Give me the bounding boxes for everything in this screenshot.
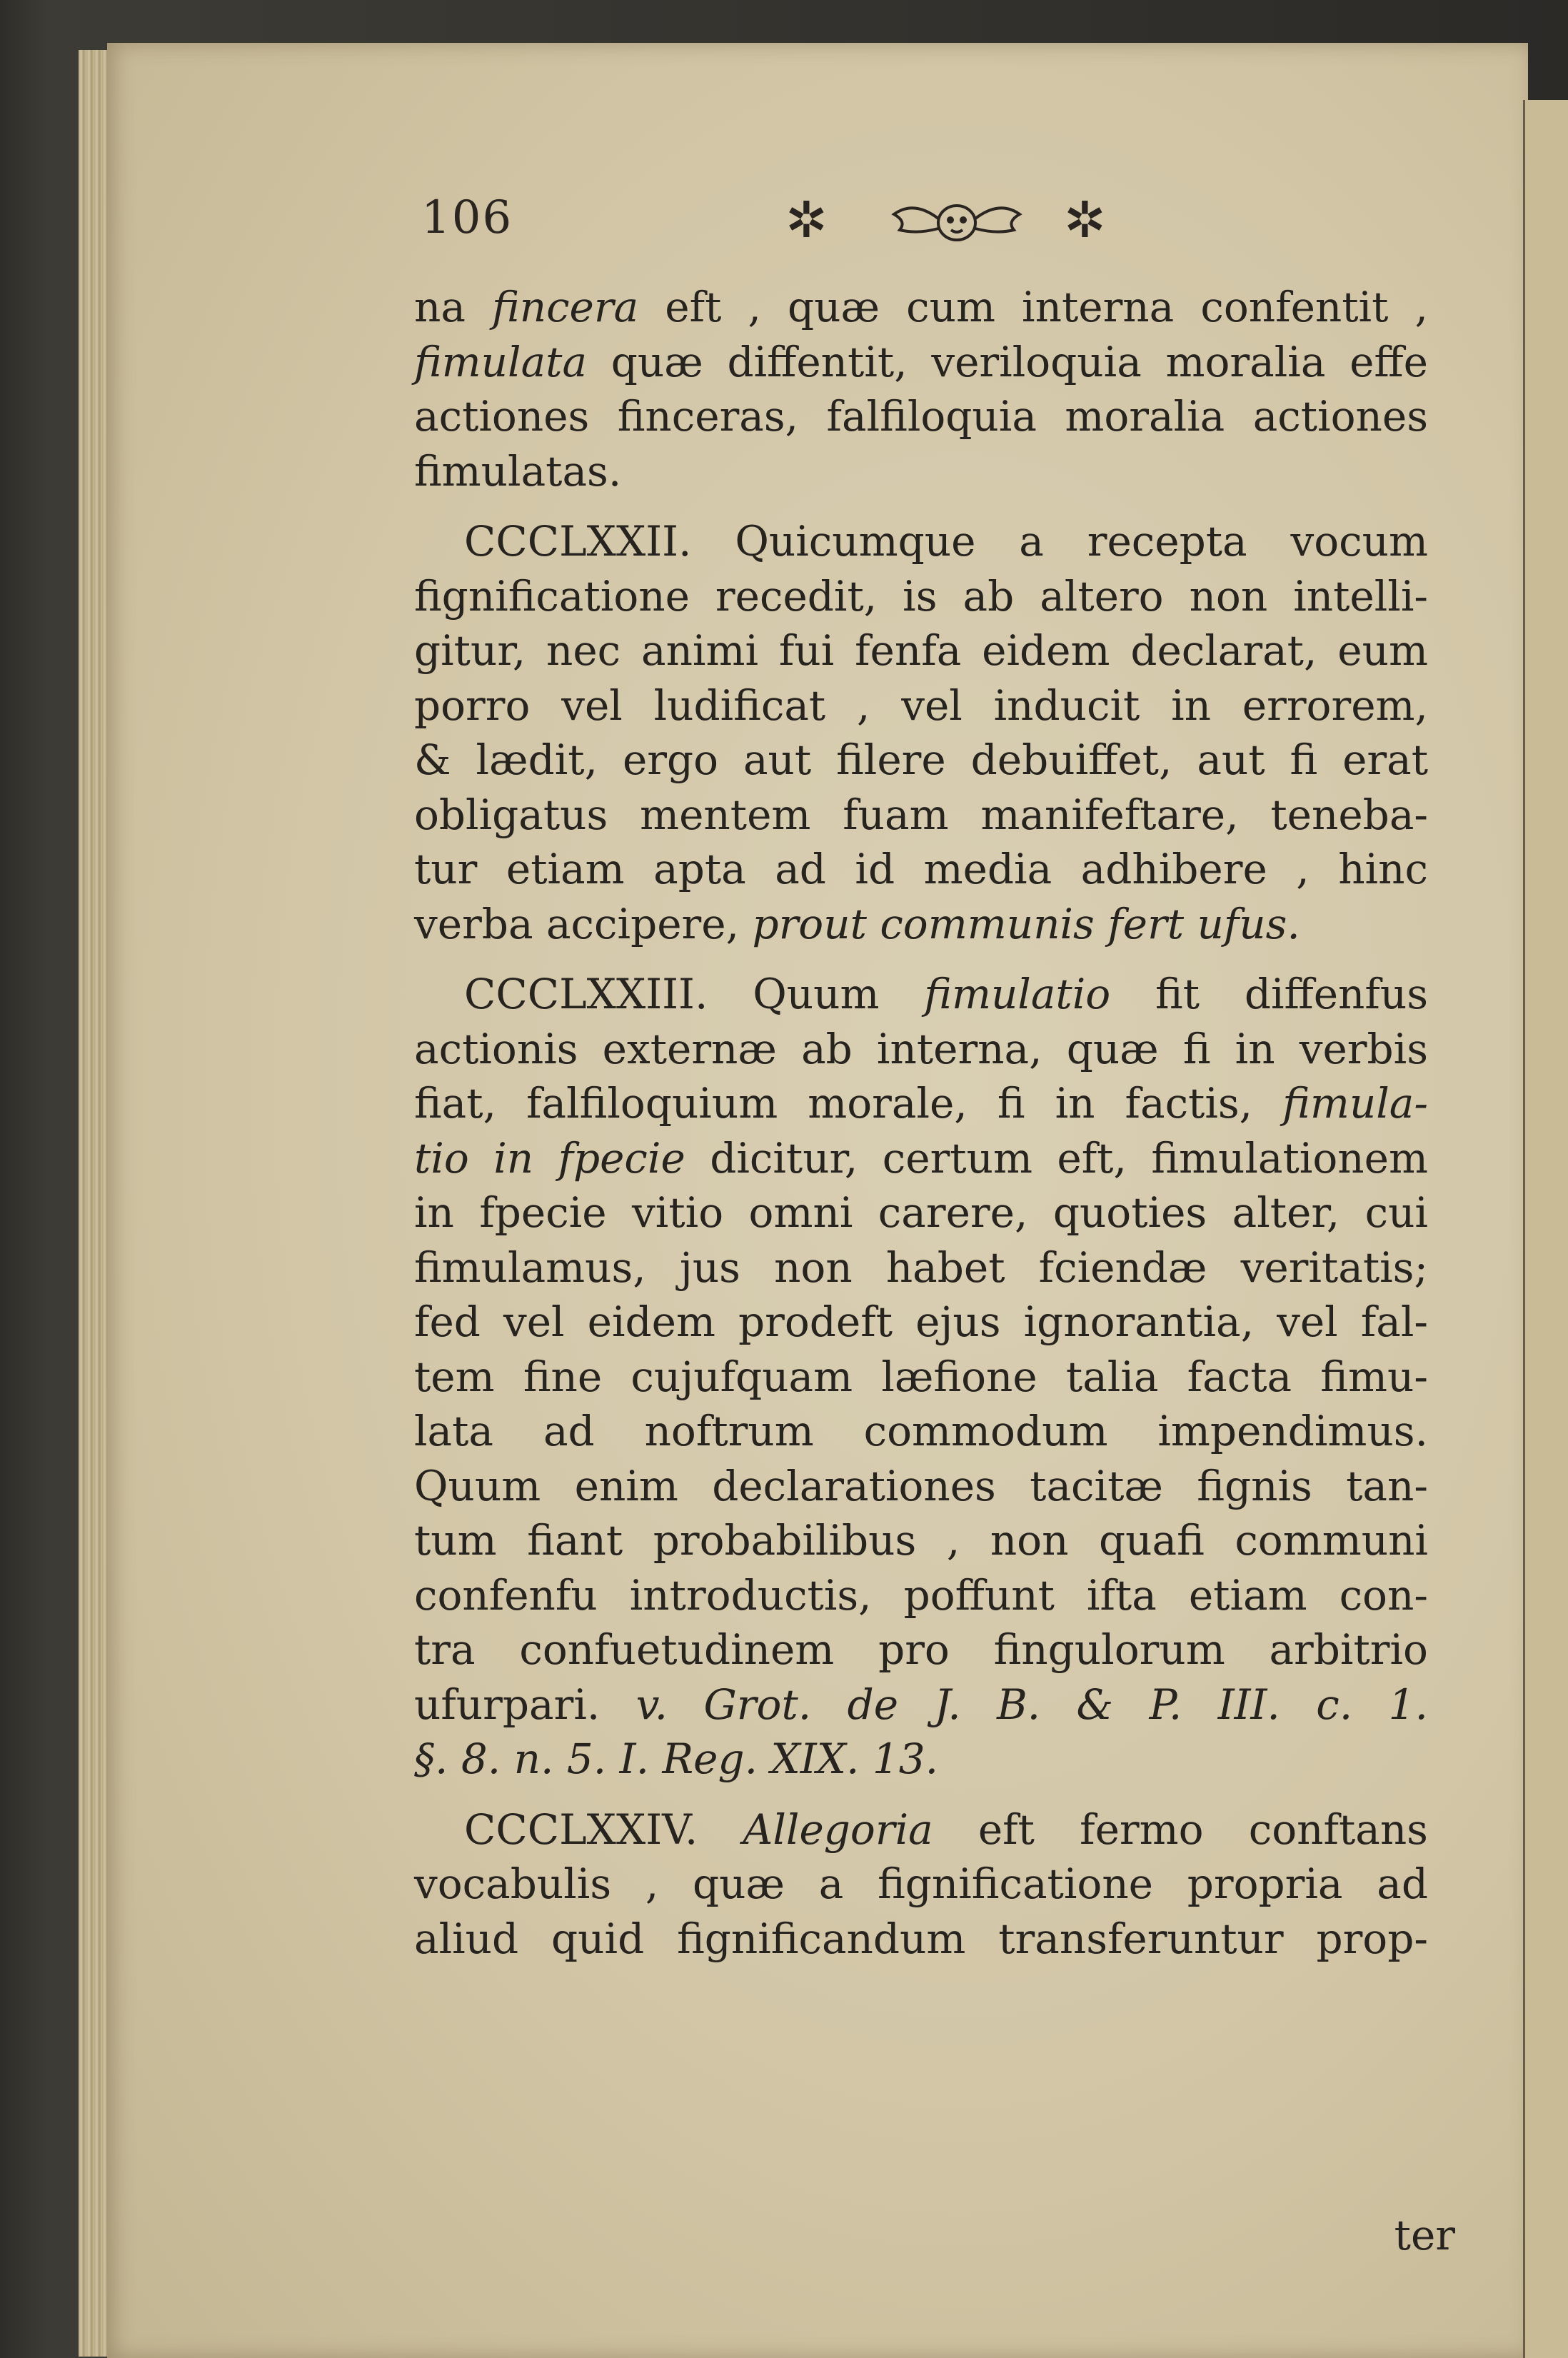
word: fal- xyxy=(1360,1298,1428,1346)
word: in xyxy=(493,1133,534,1183)
word: diffentit, xyxy=(727,337,908,386)
text-line xyxy=(414,1350,1428,1405)
text-line xyxy=(414,1513,1428,1568)
word: teneba- xyxy=(1270,790,1428,839)
word: nec xyxy=(546,626,621,675)
word: pro xyxy=(878,1625,950,1674)
svg-text:✲: ✲ xyxy=(1064,193,1106,249)
asterisk-right-icon xyxy=(1064,193,1106,249)
word: læfione xyxy=(881,1352,1037,1401)
word: falfiloquium xyxy=(526,1079,778,1128)
word: dicitur, xyxy=(710,1133,858,1183)
word: fit xyxy=(1155,970,1200,1018)
word: poffunt xyxy=(903,1570,1055,1620)
word: fine xyxy=(523,1352,603,1401)
cherub-icon xyxy=(894,206,1020,240)
word: quafi xyxy=(1099,1516,1205,1565)
word: actiones xyxy=(1252,392,1428,441)
word: , xyxy=(1414,283,1428,331)
text-line xyxy=(414,1295,1428,1350)
word: , xyxy=(857,681,870,730)
word: transferuntur xyxy=(998,1914,1284,1963)
word: aut xyxy=(743,736,812,784)
word: fimulatas. xyxy=(414,446,622,496)
word: etiam xyxy=(1188,1570,1307,1620)
word: fuam xyxy=(843,790,949,839)
text-line xyxy=(414,678,1428,733)
word: impendimus. xyxy=(1157,1407,1428,1455)
paragraph-gap xyxy=(414,498,1428,514)
word: aut xyxy=(1197,736,1265,784)
word: Grot. xyxy=(703,1680,812,1729)
word: veriloquia xyxy=(931,337,1142,386)
word: Quum xyxy=(414,1461,541,1510)
word: declarat, xyxy=(1130,626,1317,675)
text-line xyxy=(414,967,1428,1022)
word: fimulationem xyxy=(1151,1133,1428,1183)
word: a xyxy=(818,1860,844,1908)
word: III. xyxy=(1217,1680,1280,1729)
word: tan- xyxy=(1346,1461,1428,1510)
word: , xyxy=(748,283,761,331)
text-line xyxy=(414,280,1428,335)
word: talia xyxy=(1065,1352,1159,1401)
word: fimulamus, xyxy=(414,1243,646,1292)
text-line xyxy=(414,1622,1428,1677)
word: tio xyxy=(414,1133,469,1183)
word: fciendæ xyxy=(1038,1243,1207,1292)
word: omni xyxy=(748,1188,853,1237)
word: diffenfus xyxy=(1244,970,1428,1018)
word: commodum xyxy=(863,1407,1108,1455)
asterisk-cherub-asterisk-ornament xyxy=(771,193,1142,250)
word: enim xyxy=(574,1461,678,1510)
word: cujufquam xyxy=(630,1352,853,1401)
word: intelli- xyxy=(1293,571,1428,621)
word: carere, xyxy=(878,1188,1028,1237)
word: quæ xyxy=(693,1860,785,1908)
word: quæ xyxy=(610,337,703,386)
word: hinc xyxy=(1338,845,1428,893)
catchword: ter xyxy=(1394,2211,1455,2259)
word: recedit, xyxy=(715,571,878,621)
word: facta xyxy=(1187,1352,1292,1401)
word: accipere, xyxy=(546,899,753,948)
word: effe xyxy=(1350,337,1428,386)
facing-page-edge xyxy=(1523,100,1568,2358)
word: factis, xyxy=(1125,1079,1253,1128)
word: erat xyxy=(1342,736,1428,784)
word: quoties xyxy=(1052,1188,1207,1237)
word: eft xyxy=(978,1805,1035,1854)
word: fui xyxy=(778,626,835,675)
word: ignorantia, xyxy=(1023,1298,1255,1346)
word: etiam xyxy=(506,845,625,893)
word: inducit xyxy=(993,681,1140,730)
word: arbitrio xyxy=(1269,1625,1428,1674)
word: lata xyxy=(414,1407,494,1455)
page-number: 106 xyxy=(421,191,513,244)
word: verba xyxy=(414,899,546,948)
word: debuiffet, xyxy=(970,736,1172,784)
text-line xyxy=(414,514,1428,569)
word: & xyxy=(1076,1680,1114,1729)
word: manifeftare, xyxy=(980,790,1239,839)
word: communi xyxy=(1235,1516,1428,1565)
word: P. xyxy=(1149,1680,1182,1729)
word: in xyxy=(1055,1079,1095,1128)
word: fimu- xyxy=(1320,1352,1428,1401)
word: fimulata xyxy=(414,337,588,386)
word: tum xyxy=(414,1516,497,1565)
word: prodeft xyxy=(738,1298,893,1346)
word: fert xyxy=(1107,899,1197,948)
word: probabilibus xyxy=(653,1516,917,1565)
word: interna xyxy=(1022,283,1175,331)
word: eum xyxy=(1337,626,1428,675)
word: fincera xyxy=(492,283,639,331)
text-line xyxy=(414,1677,1428,1732)
word: declarationes xyxy=(712,1461,996,1510)
word: XIX. xyxy=(770,1735,873,1783)
word: ejus xyxy=(915,1298,1001,1346)
word: quid xyxy=(551,1914,645,1963)
text-line xyxy=(414,1568,1428,1623)
word: errorem, xyxy=(1242,681,1428,730)
word: verbis xyxy=(1299,1024,1428,1073)
text-line xyxy=(414,1459,1428,1514)
word: alter, xyxy=(1232,1188,1340,1237)
word: vel xyxy=(561,681,623,730)
paragraph-gap xyxy=(414,1787,1428,1802)
word: is xyxy=(903,571,938,621)
word: eidem xyxy=(982,626,1110,675)
word: 5. xyxy=(566,1735,620,1783)
word: certum xyxy=(882,1133,1032,1183)
word: jus xyxy=(679,1243,740,1292)
word: communis xyxy=(880,899,1108,948)
word: fi xyxy=(1290,736,1318,784)
word: veritatis; xyxy=(1240,1243,1428,1292)
word: ab xyxy=(963,571,1015,621)
word: id xyxy=(855,845,895,893)
text-line xyxy=(414,569,1428,624)
word: altero xyxy=(1040,571,1164,621)
svg-text:✲: ✲ xyxy=(785,193,828,249)
word: conftans xyxy=(1248,1805,1428,1854)
word: fignificandum xyxy=(677,1914,966,1963)
word: fi xyxy=(997,1079,1025,1128)
text-line xyxy=(414,1857,1428,1912)
word: fingulorum xyxy=(993,1625,1225,1674)
text-line xyxy=(414,788,1428,843)
word: Quum xyxy=(753,970,880,1018)
word: fpecie xyxy=(479,1188,607,1237)
word: tacitæ xyxy=(1030,1461,1163,1510)
word: con- xyxy=(1339,1570,1428,1620)
word: confentit xyxy=(1200,283,1389,331)
word: non xyxy=(1189,571,1268,621)
word: Quicumque xyxy=(735,517,976,566)
word: confuetudinem xyxy=(519,1625,835,1674)
word: fenfa xyxy=(855,626,962,675)
word: 8. xyxy=(461,1735,514,1783)
text-line xyxy=(414,389,1428,444)
word: eft xyxy=(665,283,722,331)
word: quæ xyxy=(1066,1024,1159,1073)
word: interna, xyxy=(876,1024,1042,1073)
word: na xyxy=(414,283,466,331)
word: lædit, xyxy=(476,736,598,784)
word: CCCLXXIV. xyxy=(464,1805,698,1854)
word: , xyxy=(1296,845,1310,893)
word: vel xyxy=(901,681,963,730)
word: vel xyxy=(1277,1298,1338,1346)
word: quæ xyxy=(788,283,880,331)
text-line xyxy=(414,1240,1428,1295)
word: non xyxy=(774,1243,853,1292)
word: in xyxy=(1235,1024,1275,1073)
word: fi xyxy=(1182,1024,1211,1073)
word: ad xyxy=(543,1407,595,1455)
word: fiant xyxy=(527,1516,623,1565)
word: ludificat xyxy=(653,681,826,730)
running-header xyxy=(421,191,1492,256)
word: moralia xyxy=(1165,337,1326,386)
word: ergo xyxy=(622,736,719,784)
word: fignis xyxy=(1197,1461,1312,1510)
word: porro xyxy=(414,681,531,730)
word: obligatus xyxy=(414,790,608,839)
word: fiat, xyxy=(414,1079,497,1128)
word: fimulatio xyxy=(924,970,1111,1018)
catchword-wrap xyxy=(1241,2208,1455,2263)
word: , xyxy=(645,1860,659,1908)
word: fermo xyxy=(1080,1805,1204,1854)
word: Reg. xyxy=(662,1735,771,1783)
word: vel xyxy=(503,1298,565,1346)
word: ufus. xyxy=(1197,899,1300,948)
word: CCCLXXIII. xyxy=(464,970,708,1018)
text-line xyxy=(414,1912,1428,1967)
text-line xyxy=(414,733,1428,788)
word: B. xyxy=(997,1680,1041,1729)
text-line xyxy=(414,1732,1428,1787)
text-line xyxy=(414,1131,1428,1186)
text-line xyxy=(414,1185,1428,1240)
text-line xyxy=(414,444,1428,499)
text-line xyxy=(414,335,1428,390)
text-line xyxy=(414,623,1428,678)
word: prop- xyxy=(1316,1914,1428,1963)
word: fpecie xyxy=(558,1133,685,1183)
word: vocabulis xyxy=(414,1860,612,1908)
word: 13. xyxy=(872,1735,939,1783)
word: n. xyxy=(513,1735,567,1783)
word: cum xyxy=(906,283,995,331)
word: §. xyxy=(414,1735,461,1783)
word: confenfu xyxy=(414,1570,598,1620)
text-line xyxy=(414,897,1428,952)
word: ad xyxy=(775,845,826,893)
word: ab xyxy=(801,1024,853,1073)
word: finceras, xyxy=(617,392,799,441)
word: recepta xyxy=(1087,517,1247,566)
word: cui xyxy=(1365,1188,1428,1237)
word: animi xyxy=(641,626,759,675)
word: Allegoria xyxy=(743,1805,933,1854)
text-line xyxy=(414,1404,1428,1459)
word: aliud xyxy=(414,1914,519,1963)
word: externæ xyxy=(602,1024,777,1073)
word: actionis xyxy=(414,1024,578,1073)
word: prout xyxy=(752,899,880,948)
word: introductis, xyxy=(629,1570,872,1620)
word: tra xyxy=(414,1625,476,1674)
word: c. xyxy=(1316,1680,1353,1729)
text-line xyxy=(414,1076,1428,1131)
text-line xyxy=(414,1802,1428,1857)
text-line xyxy=(414,1022,1428,1077)
word: vocum xyxy=(1290,517,1428,566)
word: J. xyxy=(934,1680,961,1729)
word: fignificatione xyxy=(878,1860,1153,1908)
asterisk-left-icon xyxy=(785,193,828,249)
paragraph-gap xyxy=(414,951,1428,967)
word: actiones xyxy=(414,392,590,441)
word: habet xyxy=(885,1243,1005,1292)
word: noftrum xyxy=(644,1407,814,1455)
word: filere xyxy=(836,736,946,784)
word: in xyxy=(414,1188,454,1237)
word: ufurpari. xyxy=(414,1680,600,1729)
word: in xyxy=(1171,681,1212,730)
word: ad xyxy=(1377,1860,1428,1908)
word: fignificatione xyxy=(414,571,690,621)
word: fimula- xyxy=(1282,1079,1428,1128)
word: gitur, xyxy=(414,626,526,675)
word: adhibere xyxy=(1080,845,1267,893)
word: v. xyxy=(635,1680,668,1729)
word: eft, xyxy=(1057,1133,1127,1183)
body-text xyxy=(414,280,1428,1966)
word: moralia xyxy=(1065,392,1225,441)
word: fed xyxy=(414,1298,481,1346)
word: I. xyxy=(619,1735,663,1783)
word: CCCLXXII. xyxy=(464,517,692,566)
word: a xyxy=(1019,517,1044,566)
word: mentem xyxy=(640,790,811,839)
word: media xyxy=(923,845,1052,893)
word: & xyxy=(414,736,451,784)
word: tur xyxy=(414,845,478,893)
word: 1. xyxy=(1388,1680,1428,1729)
word: falfiloquia xyxy=(826,392,1037,441)
word: de xyxy=(847,1680,899,1729)
word: propria xyxy=(1187,1860,1343,1908)
word: eidem xyxy=(587,1298,715,1346)
text-line xyxy=(414,842,1428,897)
word: , xyxy=(946,1516,960,1565)
word: tem xyxy=(414,1352,495,1401)
word: apta xyxy=(653,845,746,893)
word: non xyxy=(990,1516,1069,1565)
word: ifta xyxy=(1086,1570,1157,1620)
word: morale, xyxy=(808,1079,968,1128)
word: vitio xyxy=(632,1188,724,1237)
